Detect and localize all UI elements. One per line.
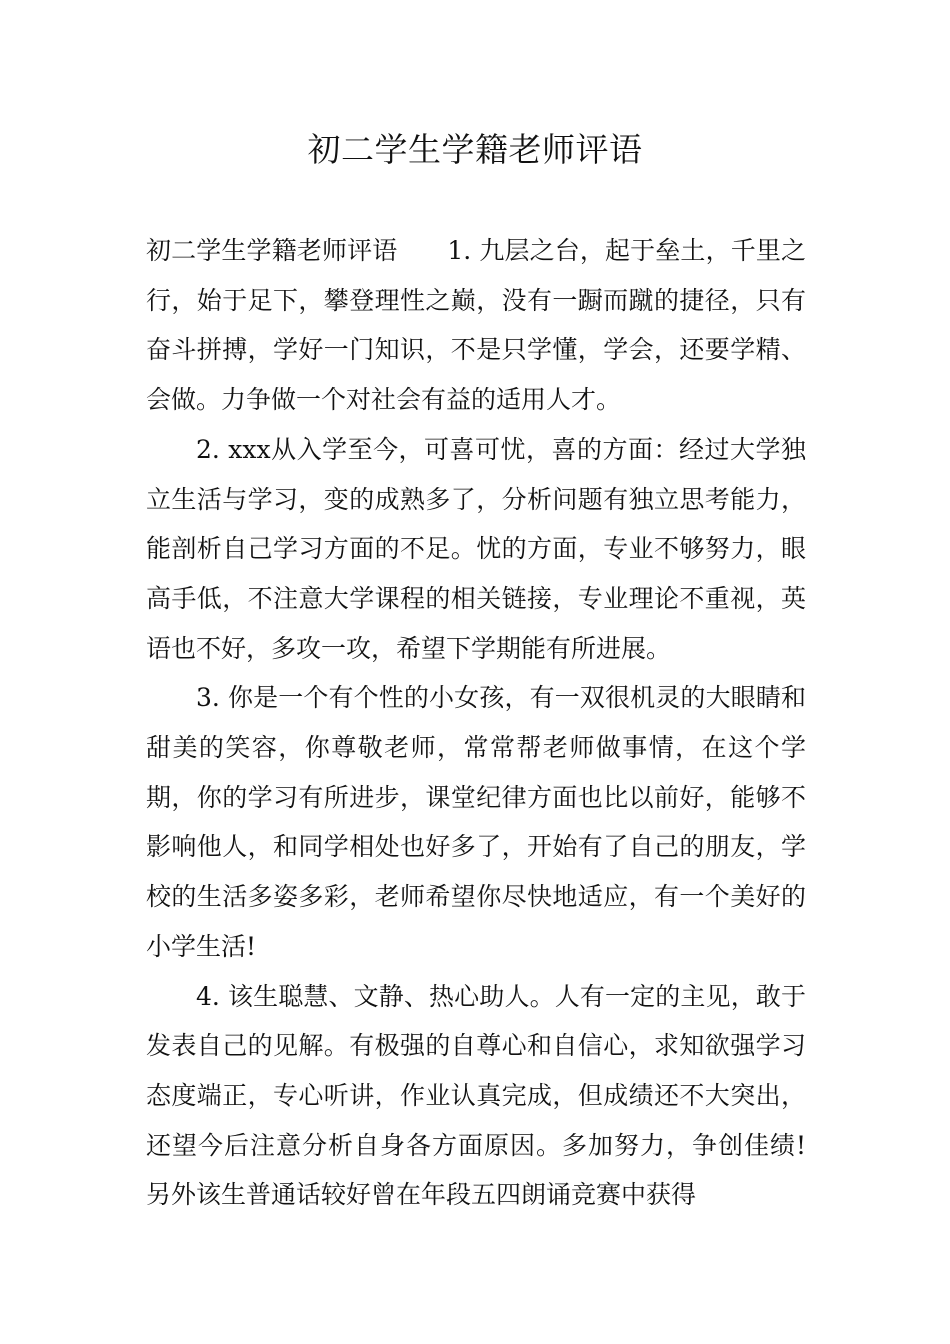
intro-label: 初二学生学籍老师评语 (146, 236, 398, 265)
paragraph-1-text: 1. 九层之台，起于垒土，千里之行，始于足下，攀登理性之巅，没有一蹰而蹴的捷径，只有奋斗拼搏，学好一门知识，不是只学懂，学会，还要学精、会做。力争做一个对社会有益的适用人才。 (146, 236, 806, 415)
paragraph-3: 3. 你是一个有个性的小女孩，有一双很机灵的大眼睛和甜美的笑容，你尊敬老师，常常帮老师做事情，在这个学期，你的学习有所进步，课堂纪律方面也比以前好，能够不影响他人，和同学相处也好多了，开始有了自己的朋友，学校的生活多姿多彩，老师希望你尽快地适应，有一个美好的小学生活! (146, 683, 806, 961)
paragraph-4: 4. 该生聪慧、文静、热心助人。人有一定的主见，敢于发表自己的见解。有极强的自尊心和自信心，求知欲强学习态度端正，专心听讲，作业认真完成，但成绩还不大突出，还望今后注意分析自身各方面原因。多加努力，争创佳绩!另外该生普通话较好曾在年段五四朗诵竞赛中获得 (146, 981, 806, 1210)
paragraph-2: 2. xxx从入学至今，可喜可忧，喜的方面：经过大学独立生活与学习，变的成熟多了，分析问题有独立思考能力，能剖析自己学习方面的不足。忧的方面，专业不够努力，眼高手低，不注意大学课程的相关链接，专业理论不重视，英语也不好，多攻一攻，希望下学期能有所进展。 (146, 434, 806, 663)
document-body (146, 226, 806, 1220)
document-title: 初二学生学籍老师评语 (307, 130, 643, 169)
paragraph-1 (146, 226, 806, 425)
